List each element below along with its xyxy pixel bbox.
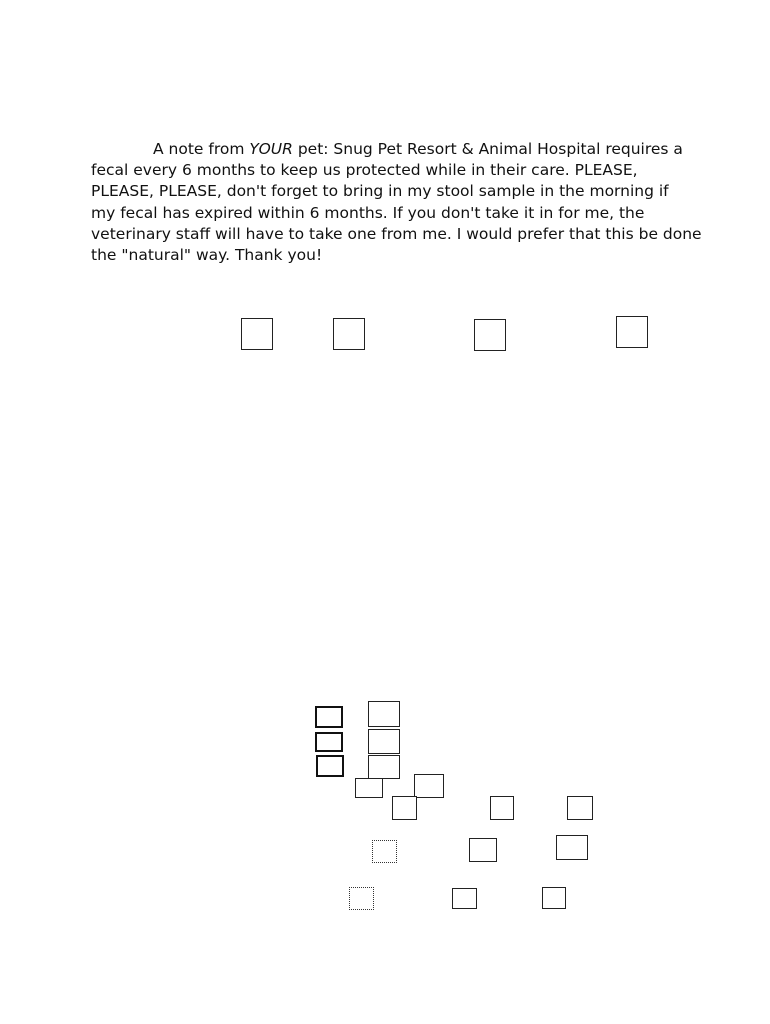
- note-lead-in: A note from: [153, 140, 250, 158]
- checkbox-lower-8[interactable]: [414, 774, 444, 798]
- checkbox-lower-11[interactable]: [567, 796, 593, 820]
- checkbox-top-3[interactable]: [474, 319, 506, 351]
- checkbox-lower-14[interactable]: [556, 835, 588, 860]
- note-emphasis: YOUR: [249, 140, 293, 158]
- checkbox-top-2[interactable]: [333, 318, 365, 350]
- checkbox-lower-9[interactable]: [392, 796, 417, 820]
- fecal-note: [91, 139, 702, 266]
- checkbox-lower-1[interactable]: [315, 706, 343, 728]
- note-line-1-rest: pet: Snug Pet Resort & Animal Hospital requires a: [292, 140, 683, 158]
- checkbox-lower-15[interactable]: [349, 887, 374, 910]
- checkbox-lower-2[interactable]: [368, 701, 400, 727]
- checkbox-lower-16[interactable]: [452, 888, 477, 909]
- checkbox-lower-10[interactable]: [490, 796, 514, 820]
- checkbox-lower-13[interactable]: [469, 838, 497, 862]
- checkbox-lower-17[interactable]: [542, 887, 566, 909]
- note-line-6: the "natural" way. Thank you!: [91, 246, 323, 265]
- checkbox-lower-4[interactable]: [368, 729, 400, 754]
- note-line-1: [91, 139, 691, 160]
- checkbox-lower-7[interactable]: [355, 778, 383, 798]
- note-line-5: veterinary staff will have to take one from me. I would prefer that this be done: [91, 224, 702, 243]
- checkbox-lower-6[interactable]: [368, 755, 400, 779]
- note-line-4: my fecal has expired within 6 months. If you don't take it in for me, the: [91, 203, 645, 222]
- note-line-3: PLEASE, PLEASE, don't forget to bring in my stool sample in the morning if: [91, 182, 669, 201]
- checkbox-lower-3[interactable]: [315, 732, 343, 752]
- checkbox-lower-5[interactable]: [316, 755, 344, 777]
- checkbox-lower-12[interactable]: [372, 840, 397, 863]
- checkbox-top-1[interactable]: [241, 318, 273, 350]
- checkbox-top-4[interactable]: [616, 316, 648, 348]
- note-line-2: fecal every 6 months to keep us protected while in their care. PLEASE,: [91, 161, 638, 180]
